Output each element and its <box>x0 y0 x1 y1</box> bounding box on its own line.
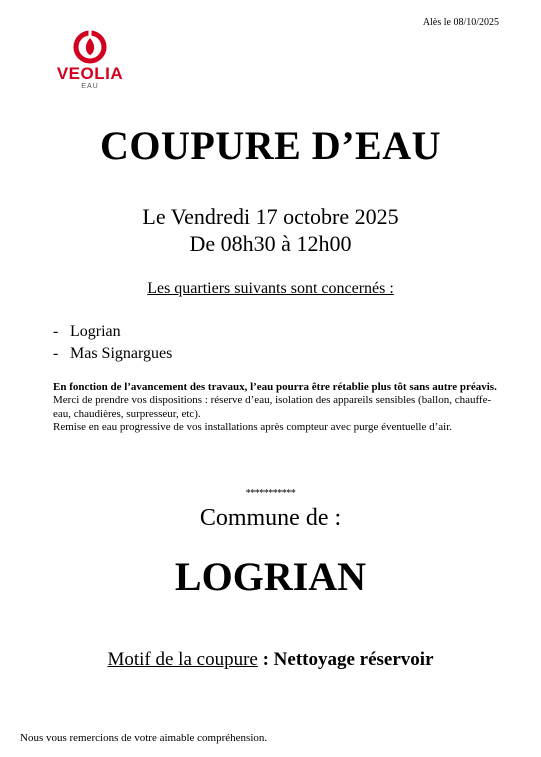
notice-date: Le Vendredi 17 octobre 2025 <box>142 204 399 229</box>
commune-label: Commune de : <box>199 505 342 531</box>
district-item: - Logrian <box>53 321 172 343</box>
veolia-logo <box>50 30 130 91</box>
info-bold-text: En fonction de l’avancement des travaux, l’eau pourra être rétablie plus tôt sans autre préavis. <box>53 381 497 393</box>
veolia-logo-icon <box>73 30 107 64</box>
motif-line <box>0 649 541 671</box>
concerned-heading: Les quartiers suivants sont concernés : <box>147 280 394 297</box>
place-date: Alès le 08/10/2025 <box>422 17 499 28</box>
commune-name: LOGRIAN <box>174 554 367 599</box>
info-text-precautions: Merci de prendre vos dispositions : réserve d’eau, isolation des appareils sensibles (ballon, chauffe-eau, chaudières, surpresseur, etc). <box>53 394 492 420</box>
district-list <box>53 321 172 365</box>
district-item: - Mas Signargues <box>53 343 172 365</box>
motif-separator: : <box>257 649 274 670</box>
notice-schedule <box>0 203 541 257</box>
info-text-restoration: Remise en eau progressive de vos installations après compteur avec purge éventuelle d’air. <box>53 421 453 434</box>
notice-title: COUPURE D’EAU <box>100 123 441 168</box>
thanks-note: Nous vous remercions de votre aimable compréhension. <box>20 732 268 744</box>
logo-subtitle: EAU <box>81 83 99 90</box>
separator: *********** <box>245 488 296 499</box>
notice-time: De 08h30 à 12h00 <box>189 231 352 256</box>
motif-label: Motif de la coupure <box>107 649 258 670</box>
logo-wordmark: VEOLIA <box>56 64 124 83</box>
info-block <box>53 381 508 435</box>
motif-value: Nettoyage réservoir <box>273 649 434 670</box>
